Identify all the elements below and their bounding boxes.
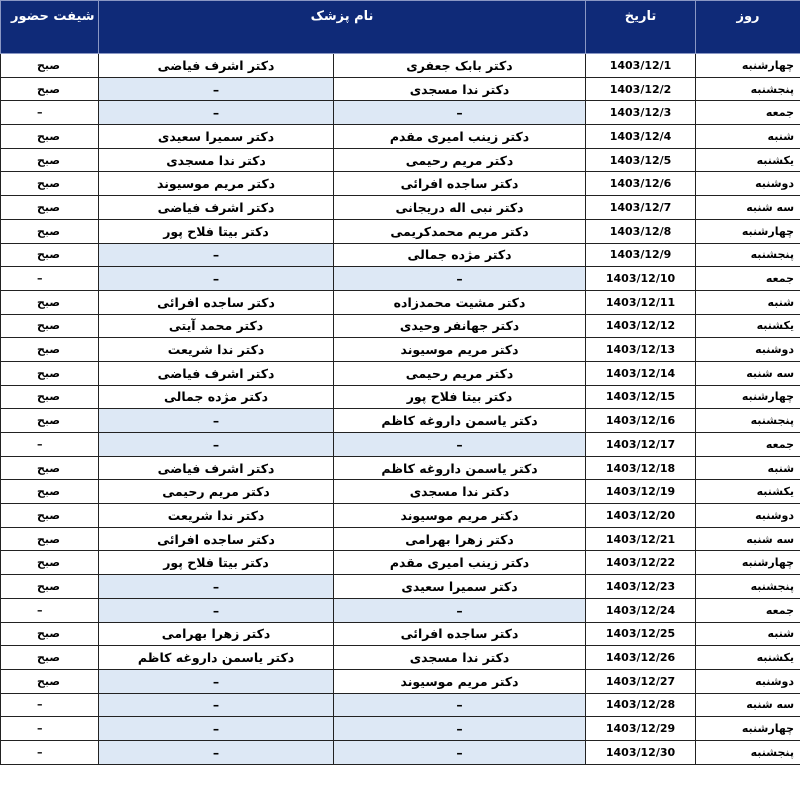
- shift-cell: صبح: [1, 219, 99, 243]
- day-cell: یکشنبه: [696, 480, 800, 504]
- shift-cell: صبح: [1, 314, 99, 338]
- table-row: [1, 527, 800, 551]
- table-row: [1, 693, 800, 717]
- table-row: [1, 243, 800, 267]
- doctor-primary-cell: –: [334, 267, 586, 291]
- doctor-primary-cell: دکتر مریم موسیوند: [334, 669, 586, 693]
- date-cell: 1403/12/9: [586, 243, 696, 267]
- day-cell: شنبه: [696, 290, 800, 314]
- table-row: [1, 125, 800, 149]
- shift-cell: صبح: [1, 77, 99, 101]
- table-row: [1, 314, 800, 338]
- day-cell: پنجشنبه: [696, 740, 800, 764]
- doctor-primary-cell: دکتر ساجده افرائی: [334, 172, 586, 196]
- day-cell: شنبه: [696, 622, 800, 646]
- day-cell: چهارشنبه: [696, 717, 800, 741]
- header-date: تاریخ: [586, 1, 696, 54]
- date-cell: 1403/12/27: [586, 669, 696, 693]
- table-row: [1, 385, 800, 409]
- date-cell: 1403/12/26: [586, 646, 696, 670]
- shift-cell: صبح: [1, 575, 99, 599]
- date-cell: 1403/12/21: [586, 527, 696, 551]
- doctor-secondary-cell: –: [99, 409, 334, 433]
- doctor-secondary-cell: –: [99, 433, 334, 457]
- table-row: [1, 456, 800, 480]
- doctor-secondary-cell: دکتر ندا شریعت: [99, 504, 334, 528]
- table-row: [1, 480, 800, 504]
- date-cell: 1403/12/19: [586, 480, 696, 504]
- doctor-secondary-cell: دکتر بیتا فلاح پور: [99, 219, 334, 243]
- doctor-secondary-cell: –: [99, 740, 334, 764]
- table-row: [1, 622, 800, 646]
- shift-cell: –: [1, 740, 99, 764]
- shift-cell: صبح: [1, 409, 99, 433]
- date-cell: 1403/12/20: [586, 504, 696, 528]
- shift-cell: صبح: [1, 361, 99, 385]
- date-cell: 1403/12/15: [586, 385, 696, 409]
- doctor-secondary-cell: دکتر اشرف فیاضی: [99, 456, 334, 480]
- date-cell: 1403/12/1: [586, 54, 696, 78]
- doctor-primary-cell: دکتر ساجده افرائی: [334, 622, 586, 646]
- doctor-secondary-cell: دکتر ساجده افرائی: [99, 527, 334, 551]
- shift-cell: –: [1, 433, 99, 457]
- shift-cell: صبح: [1, 527, 99, 551]
- doctor-primary-cell: دکتر زهرا بهرامی: [334, 527, 586, 551]
- date-cell: 1403/12/12: [586, 314, 696, 338]
- date-cell: 1403/12/5: [586, 148, 696, 172]
- doctor-secondary-cell: –: [99, 267, 334, 291]
- doctor-primary-cell: دکتر سمیرا سعیدی: [334, 575, 586, 599]
- doctor-primary-cell: دکتر مریم موسیوند: [334, 338, 586, 362]
- table-row: [1, 172, 800, 196]
- doctor-primary-cell: دکتر ندا مسجدی: [334, 480, 586, 504]
- date-cell: 1403/12/24: [586, 598, 696, 622]
- doctor-secondary-cell: دکتر ندا شریعت: [99, 338, 334, 362]
- table-row: [1, 148, 800, 172]
- date-cell: 1403/12/3: [586, 101, 696, 125]
- day-cell: شنبه: [696, 456, 800, 480]
- date-cell: 1403/12/29: [586, 717, 696, 741]
- doctor-secondary-cell: دکتر سمیرا سعیدی: [99, 125, 334, 149]
- table-row: [1, 409, 800, 433]
- shift-cell: –: [1, 598, 99, 622]
- doctor-primary-cell: –: [334, 717, 586, 741]
- table-row: [1, 717, 800, 741]
- table-row: [1, 267, 800, 291]
- date-cell: 1403/12/28: [586, 693, 696, 717]
- doctor-primary-cell: دکتر مریم محمدکریمی: [334, 219, 586, 243]
- table-row: [1, 290, 800, 314]
- shift-cell: صبح: [1, 669, 99, 693]
- doctor-secondary-cell: دکتر اشرف فیاضی: [99, 196, 334, 220]
- day-cell: سه شنبه: [696, 693, 800, 717]
- doctor-primary-cell: دکتر جهانفر وحیدی: [334, 314, 586, 338]
- day-cell: جمعه: [696, 267, 800, 291]
- shift-cell: –: [1, 717, 99, 741]
- table-row: [1, 740, 800, 764]
- day-cell: سه شنبه: [696, 361, 800, 385]
- doctor-primary-cell: دکتر یاسمن داروغه کاظم: [334, 456, 586, 480]
- doctor-secondary-cell: دکتر یاسمن داروغه کاظم: [99, 646, 334, 670]
- doctor-primary-cell: دکتر یاسمن داروغه کاظم: [334, 409, 586, 433]
- date-cell: 1403/12/22: [586, 551, 696, 575]
- doctor-primary-cell: –: [334, 433, 586, 457]
- table-row: [1, 219, 800, 243]
- doctor-secondary-cell: دکتر بیتا فلاح پور: [99, 551, 334, 575]
- doctor-primary-cell: دکتر مژده جمالی: [334, 243, 586, 267]
- doctor-primary-cell: دکتر مریم رحیمی: [334, 148, 586, 172]
- header-shift: شیفت حضور: [1, 1, 99, 54]
- header-doctor: نام پزشک: [99, 1, 586, 54]
- date-cell: 1403/12/18: [586, 456, 696, 480]
- table-row: [1, 361, 800, 385]
- shift-cell: صبح: [1, 54, 99, 78]
- doctor-secondary-cell: دکتر مژده جمالی: [99, 385, 334, 409]
- day-cell: جمعه: [696, 433, 800, 457]
- shift-cell: صبح: [1, 196, 99, 220]
- day-cell: پنجشنبه: [696, 77, 800, 101]
- table-row: [1, 101, 800, 125]
- doctor-secondary-cell: دکتر زهرا بهرامی: [99, 622, 334, 646]
- shift-cell: صبح: [1, 385, 99, 409]
- date-cell: 1403/12/13: [586, 338, 696, 362]
- date-cell: 1403/12/7: [586, 196, 696, 220]
- doctor-secondary-cell: –: [99, 717, 334, 741]
- doctor-primary-cell: دکتر نبی اله دریجانی: [334, 196, 586, 220]
- date-cell: 1403/12/30: [586, 740, 696, 764]
- doctor-primary-cell: دکتر مشیت محمدزاده: [334, 290, 586, 314]
- shift-cell: –: [1, 693, 99, 717]
- day-cell: جمعه: [696, 101, 800, 125]
- doctor-secondary-cell: –: [99, 243, 334, 267]
- doctor-primary-cell: دکتر مریم رحیمی: [334, 361, 586, 385]
- day-cell: شنبه: [696, 125, 800, 149]
- table-row: [1, 551, 800, 575]
- shift-cell: صبح: [1, 172, 99, 196]
- day-cell: یکشنبه: [696, 148, 800, 172]
- day-cell: یکشنبه: [696, 646, 800, 670]
- day-cell: چهارشنبه: [696, 551, 800, 575]
- shift-cell: صبح: [1, 456, 99, 480]
- shift-cell: صبح: [1, 646, 99, 670]
- day-cell: پنجشنبه: [696, 575, 800, 599]
- doctor-primary-cell: دکتر بابک جعفری: [334, 54, 586, 78]
- shift-cell: صبح: [1, 243, 99, 267]
- doctor-secondary-cell: –: [99, 101, 334, 125]
- doctor-primary-cell: –: [334, 101, 586, 125]
- date-cell: 1403/12/23: [586, 575, 696, 599]
- day-cell: پنجشنبه: [696, 243, 800, 267]
- table-row: [1, 338, 800, 362]
- table-row: [1, 77, 800, 101]
- doctor-secondary-cell: –: [99, 693, 334, 717]
- day-cell: چهارشنبه: [696, 219, 800, 243]
- date-cell: 1403/12/6: [586, 172, 696, 196]
- doctor-secondary-cell: دکتر ساجده افرائی: [99, 290, 334, 314]
- day-cell: سه شنبه: [696, 196, 800, 220]
- day-cell: یکشنبه: [696, 314, 800, 338]
- day-cell: چهارشنبه: [696, 385, 800, 409]
- header-day: روز: [696, 1, 800, 54]
- shift-cell: صبح: [1, 551, 99, 575]
- date-cell: 1403/12/14: [586, 361, 696, 385]
- date-cell: 1403/12/4: [586, 125, 696, 149]
- date-cell: 1403/12/17: [586, 433, 696, 457]
- doctor-primary-cell: دکتر زینب امیری مقدم: [334, 551, 586, 575]
- day-cell: پنجشنبه: [696, 409, 800, 433]
- doctor-secondary-cell: دکتر اشرف فیاضی: [99, 54, 334, 78]
- doctor-primary-cell: –: [334, 693, 586, 717]
- doctor-primary-cell: –: [334, 740, 586, 764]
- day-cell: دوشنبه: [696, 504, 800, 528]
- doctor-primary-cell: –: [334, 598, 586, 622]
- table-row: [1, 196, 800, 220]
- doctor-secondary-cell: –: [99, 77, 334, 101]
- date-cell: 1403/12/10: [586, 267, 696, 291]
- day-cell: دوشنبه: [696, 338, 800, 362]
- shift-cell: صبح: [1, 290, 99, 314]
- doctor-primary-cell: دکتر ندا مسجدی: [334, 77, 586, 101]
- shift-cell: –: [1, 101, 99, 125]
- date-cell: 1403/12/2: [586, 77, 696, 101]
- shift-cell: صبح: [1, 504, 99, 528]
- day-cell: جمعه: [696, 598, 800, 622]
- doctor-secondary-cell: –: [99, 575, 334, 599]
- day-cell: دوشنبه: [696, 669, 800, 693]
- table-row: [1, 433, 800, 457]
- shift-cell: –: [1, 267, 99, 291]
- day-cell: دوشنبه: [696, 172, 800, 196]
- table-row: [1, 669, 800, 693]
- shift-cell: صبح: [1, 338, 99, 362]
- doctor-secondary-cell: –: [99, 669, 334, 693]
- doctor-primary-cell: دکتر بیتا فلاح پور: [334, 385, 586, 409]
- table-row: [1, 646, 800, 670]
- day-cell: چهارشنبه: [696, 54, 800, 78]
- date-cell: 1403/12/16: [586, 409, 696, 433]
- shift-cell: صبح: [1, 480, 99, 504]
- shift-cell: صبح: [1, 622, 99, 646]
- table-header-row: [1, 1, 800, 54]
- table-row: [1, 54, 800, 78]
- date-cell: 1403/12/8: [586, 219, 696, 243]
- shift-cell: صبح: [1, 125, 99, 149]
- doctor-secondary-cell: دکتر محمد آیتی: [99, 314, 334, 338]
- doctor-primary-cell: دکتر زینب امیری مقدم: [334, 125, 586, 149]
- doctor-secondary-cell: دکتر ندا مسجدی: [99, 148, 334, 172]
- doctor-secondary-cell: –: [99, 598, 334, 622]
- table-row: [1, 575, 800, 599]
- doctor-primary-cell: دکتر ندا مسجدی: [334, 646, 586, 670]
- table-row: [1, 598, 800, 622]
- shift-cell: صبح: [1, 148, 99, 172]
- table-row: [1, 504, 800, 528]
- doctor-secondary-cell: دکتر اشرف فیاضی: [99, 361, 334, 385]
- table-body: [1, 54, 800, 765]
- day-cell: سه شنبه: [696, 527, 800, 551]
- date-cell: 1403/12/11: [586, 290, 696, 314]
- date-cell: 1403/12/25: [586, 622, 696, 646]
- doctor-primary-cell: دکتر مریم موسیوند: [334, 504, 586, 528]
- doctor-secondary-cell: دکتر مریم موسیوند: [99, 172, 334, 196]
- doctor-secondary-cell: دکتر مریم رحیمی: [99, 480, 334, 504]
